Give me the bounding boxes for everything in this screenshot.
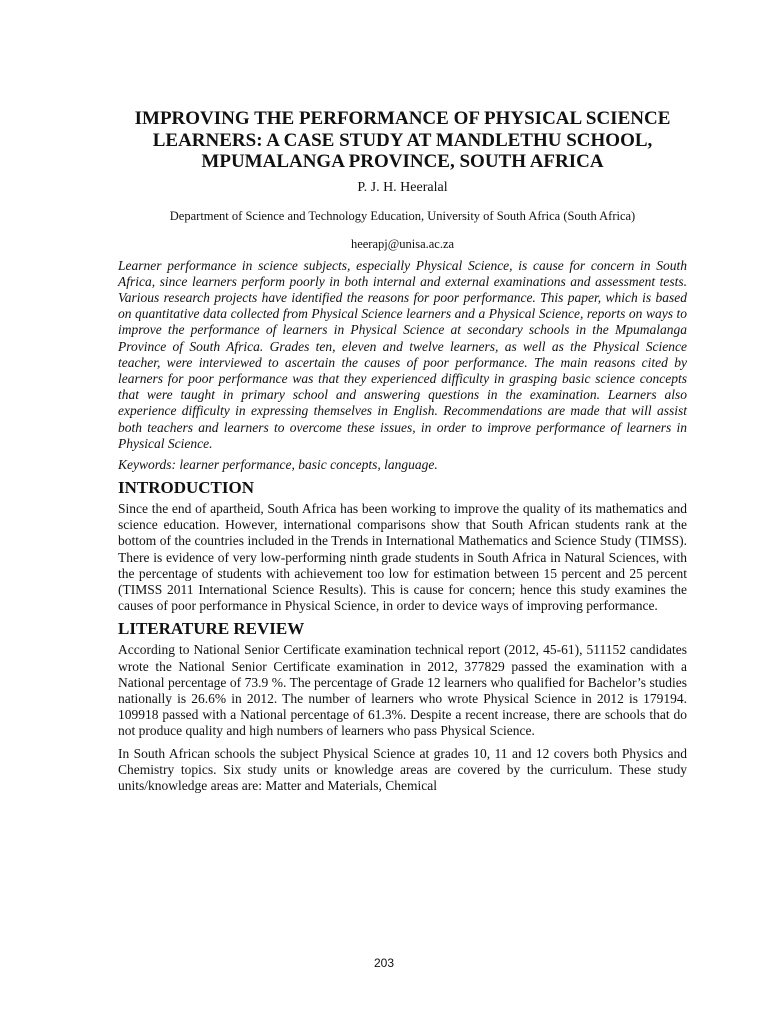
abstract: Learner performance in science subjects, especially Physical Science, is cause for concern in South Africa, since learners perform poorly in both internal and external examinations and assessment tests. Various research projects have identified the reasons for poor performance. This paper, which is based on quantitative data collected from Physical Science learners and a Physical Science, reports on ways to improve the performance of learners in Physical Science at secondary schools in the Mpumalanga Province of South Africa. Grades ten, eleven and twelve learners, as well as the Physical Science teacher, were interviewed to ascertain the causes of poor performance. The main reasons cited by learners for poor performance was that they experienced difficulty in grasping basic science concepts that were taught in primary school and answering questions in the examination. Learners also experience difficulty in expressing themselves in English. Recommendations are made that will assist both teachers and learners to overcome these issues, in order to improve performance of learners in Physical Science. [118,257,687,451]
paper-title: IMPROVING THE PERFORMANCE OF PHYSICAL SCIENCE LEARNERS: A CASE STUDY AT MANDLETHU SCHOOL, MPUMALANGA PROVINCE, SOUTH AFRICA [134,108,671,172]
section-heading-introduction: INTRODUCTION [118,477,255,497]
page-number: 203 [373,956,395,970]
literature-review-paragraph-1: According to National Senior Certificate examination technical report (2012, 45-61), 511152 candidates wrote the National Senior Certificate examination in 2012, 377829 passed the examination with a National percentage of 73.9 %. The percentage of Grade 12 learners who qualified for Bachelor’s studies nationally is 26.6% in 2012. The number of learners who wrote Physical Science in 2012 is 179194. 109918 passed with a National percentage of 61.3%. Despite a recent increase, there are schools that do not produce quality and high numbers of learners who pass Physical Science. [118,642,687,739]
introduction-paragraph: Since the end of apartheid, South Africa has been working to improve the quality of its mathematics and science education. However, international comparisons show that South African students rank at the bottom of the countries included in the Trends in International Mathematics and Science Study (TIMSS). There is evidence of very low-performing ninth grade students in South Africa in Natural Sciences, with the percentage of students with achievement too low for estimation between 15 percent and 25 percent (TIMSS 2011 International Science Results). This is cause for concern; hence this study examines the causes of poor performance in Physical Science, in order to device ways of improving performance. [118,500,687,614]
author-affiliation: Department of Science and Technology Education, University of South Africa (South Africa) [169,208,636,223]
keywords: Keywords: learner performance, basic concepts, language. [118,456,438,472]
literature-review-paragraph-2: In South African schools the subject Physical Science at grades 10, 11 and 12 covers both Physics and Chemistry topics. Six study units or knowledge areas are covered by the curriculum. These study units/knowledge areas are: Matter and Materials, Chemical [118,745,687,793]
author-email: heerapj@unisa.ac.za [350,236,455,251]
author-name: P. J. H. Heeralal [357,179,448,195]
section-heading-literature-review: LITERATURE REVIEW [118,619,305,639]
paper-body [118,108,687,794]
